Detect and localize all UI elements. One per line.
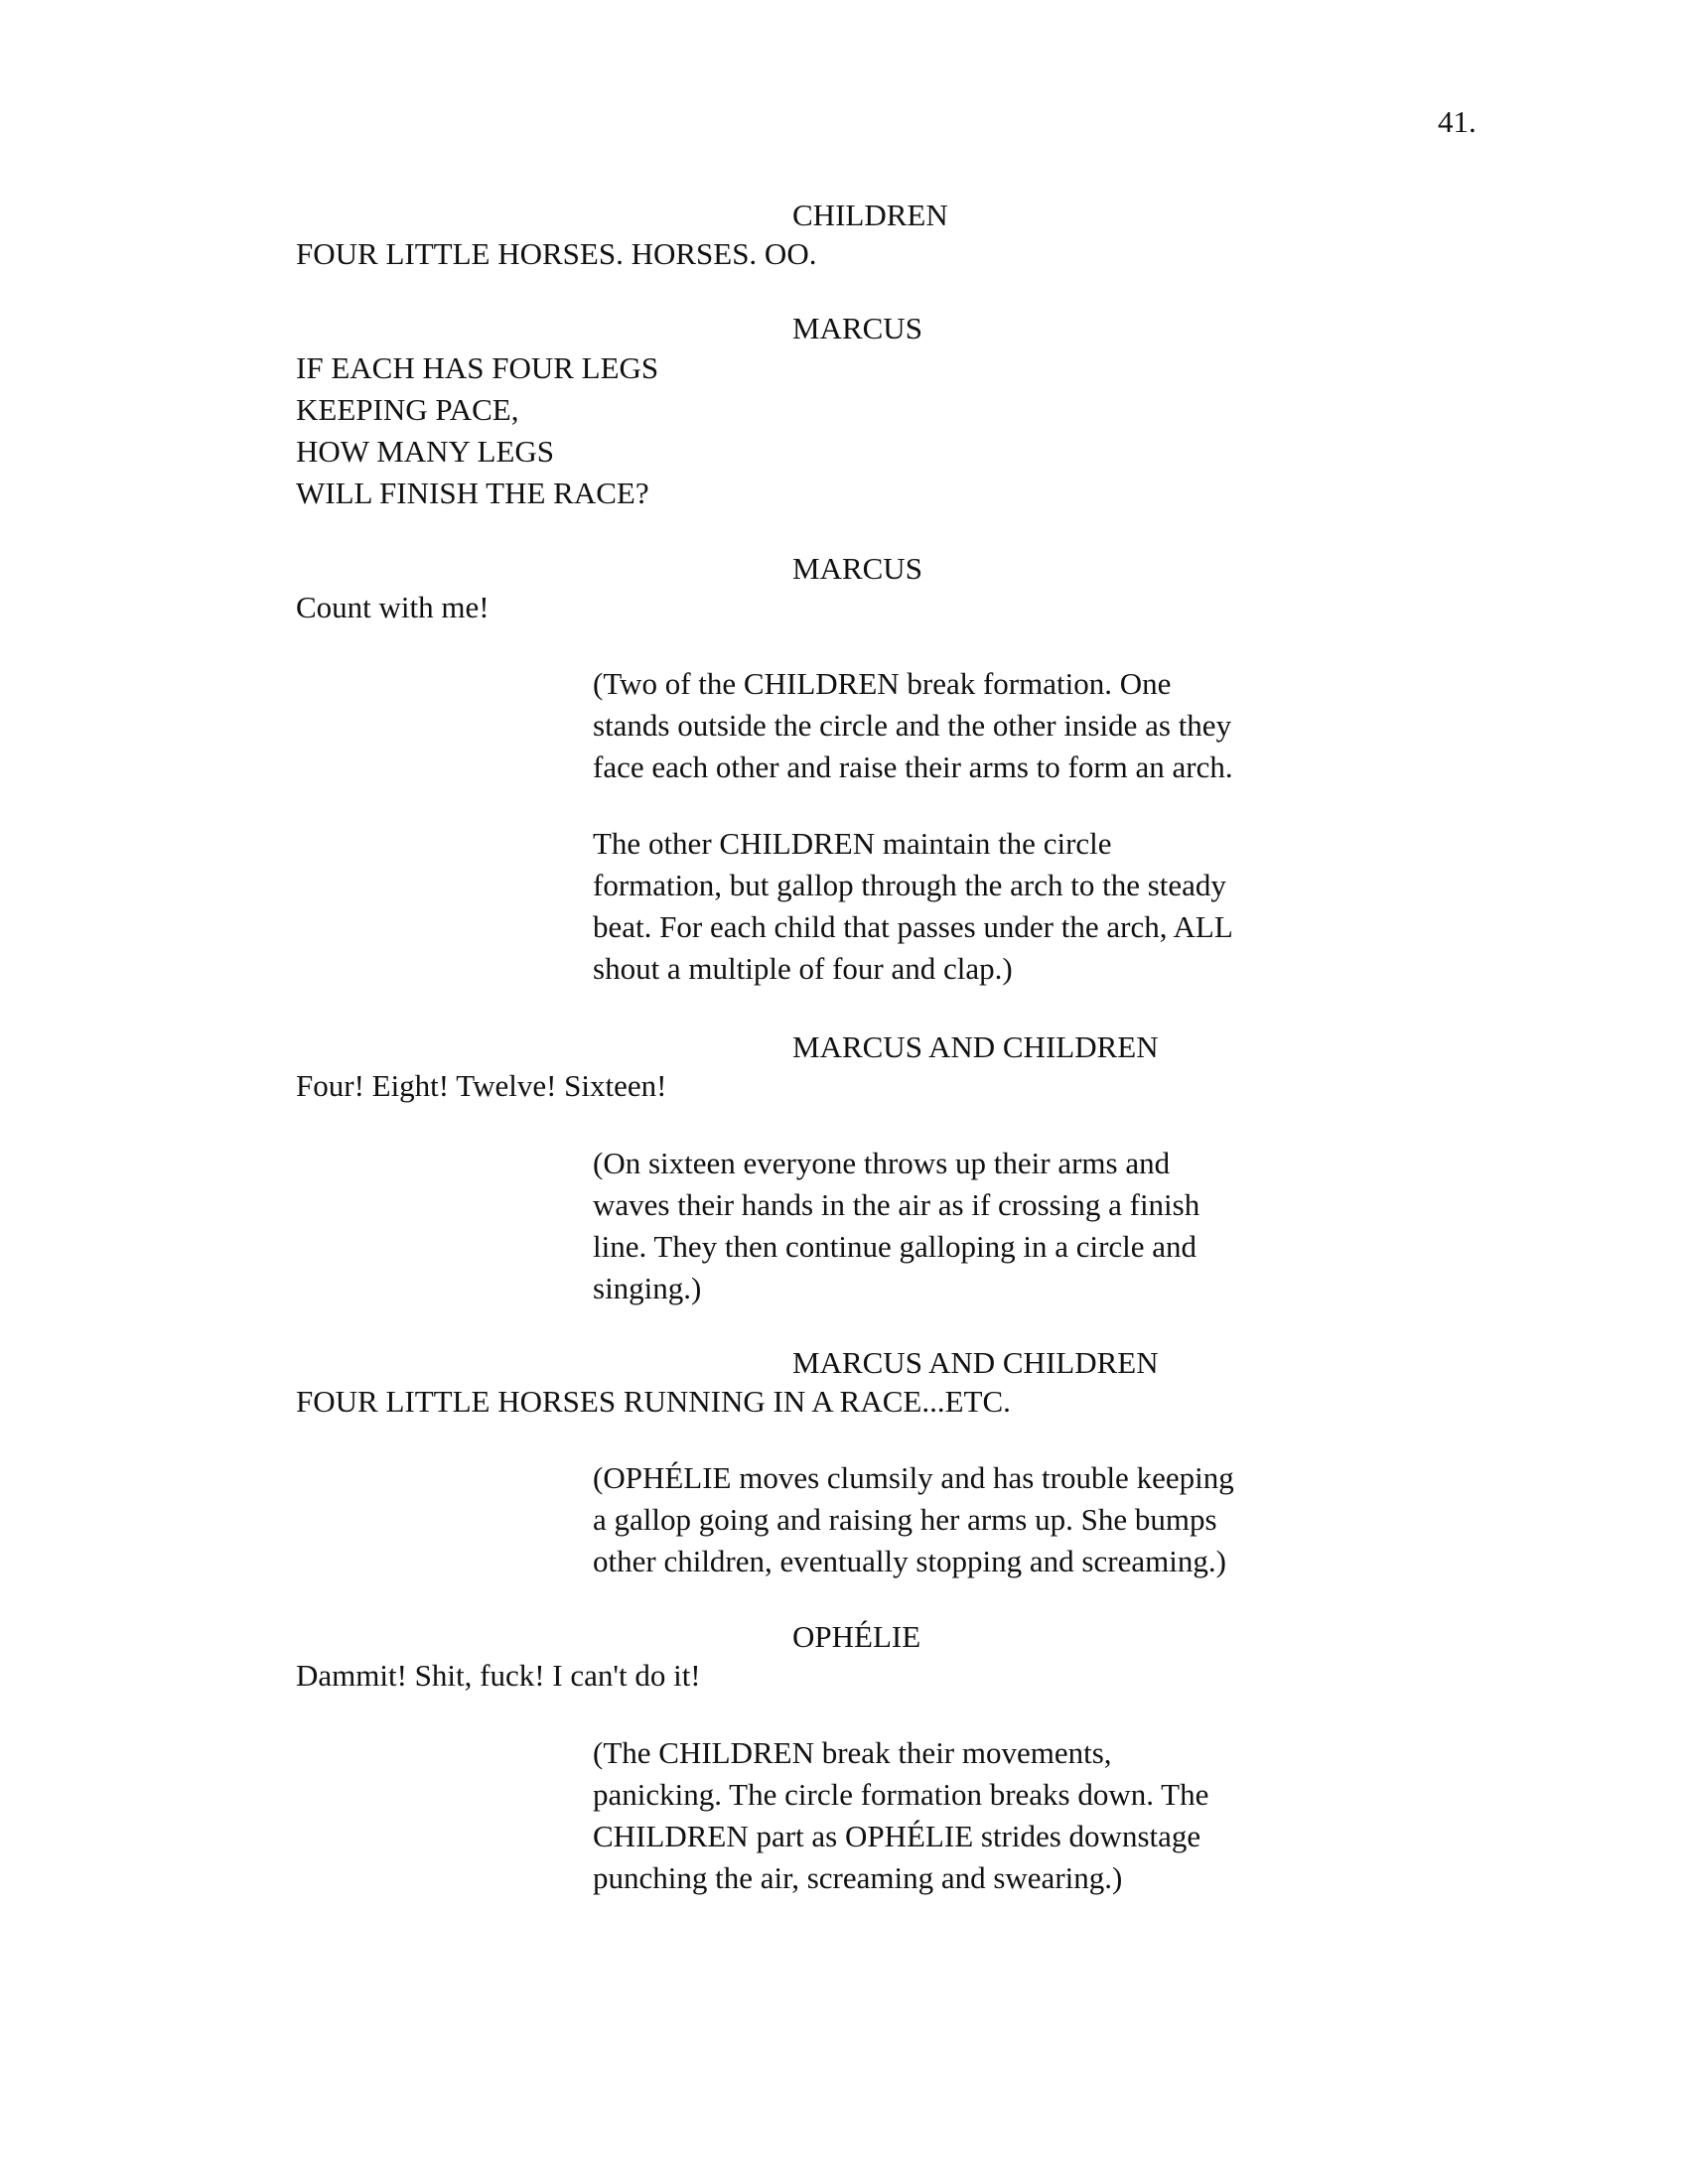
speaker-name: MARCUS (792, 551, 922, 586)
page-number: 41. (1438, 104, 1477, 139)
stage-direction: (Two of the CHILDREN break formation. One stands outside the circle and the other inside as they face each other and raise their arms to form an arch. (593, 666, 1233, 784)
dialogue-block: Four! Eight! Twelve! Sixteen! (296, 1068, 667, 1103)
dialogue-block: Count with me! (296, 590, 490, 624)
dialogue-block: FOUR LITTLE HORSES RUNNING IN A RACE...ETC. (296, 1384, 1011, 1419)
stage-direction: The other CHILDREN maintain the circle formation, but gallop through the arch to the steady beat. For each child that passes under the arch, ALL shout a multiple of four and clap.) (593, 826, 1233, 986)
speaker-name: MARCUS AND CHILDREN (792, 1345, 1159, 1380)
dialogue-block: Dammit! Shit, fuck! I can't do it! (296, 1658, 701, 1693)
stage-direction: (The CHILDREN break their movements, panicking. The circle formation breaks down. The CHILDREN part as OPHÉLIE strides downstage punching the air, screaming and swearing.) (593, 1735, 1209, 1895)
stage-direction: (OPHÉLIE moves clumsily and has trouble keeping a gallop going and raising her arms up. She bumps other children, eventually stopping and screaming.) (593, 1460, 1234, 1578)
dialogue-block: IF EACH HAS FOUR LEGS KEEPING PACE, HOW MANY LEGS WILL FINISH THE RACE? (296, 350, 659, 510)
speaker-name: MARCUS AND CHILDREN (792, 1029, 1159, 1064)
speaker-name: OPHÉLIE (792, 1619, 921, 1654)
speaker-name: CHILDREN (792, 198, 948, 232)
speaker-name: MARCUS (792, 311, 922, 345)
stage-direction: (On sixteen everyone throws up their arms and waves their hands in the air as if crossing a finish line. They then continue galloping in a circle and singing.) (593, 1146, 1200, 1305)
dialogue-block: FOUR LITTLE HORSES. HORSES. OO. (296, 236, 817, 271)
